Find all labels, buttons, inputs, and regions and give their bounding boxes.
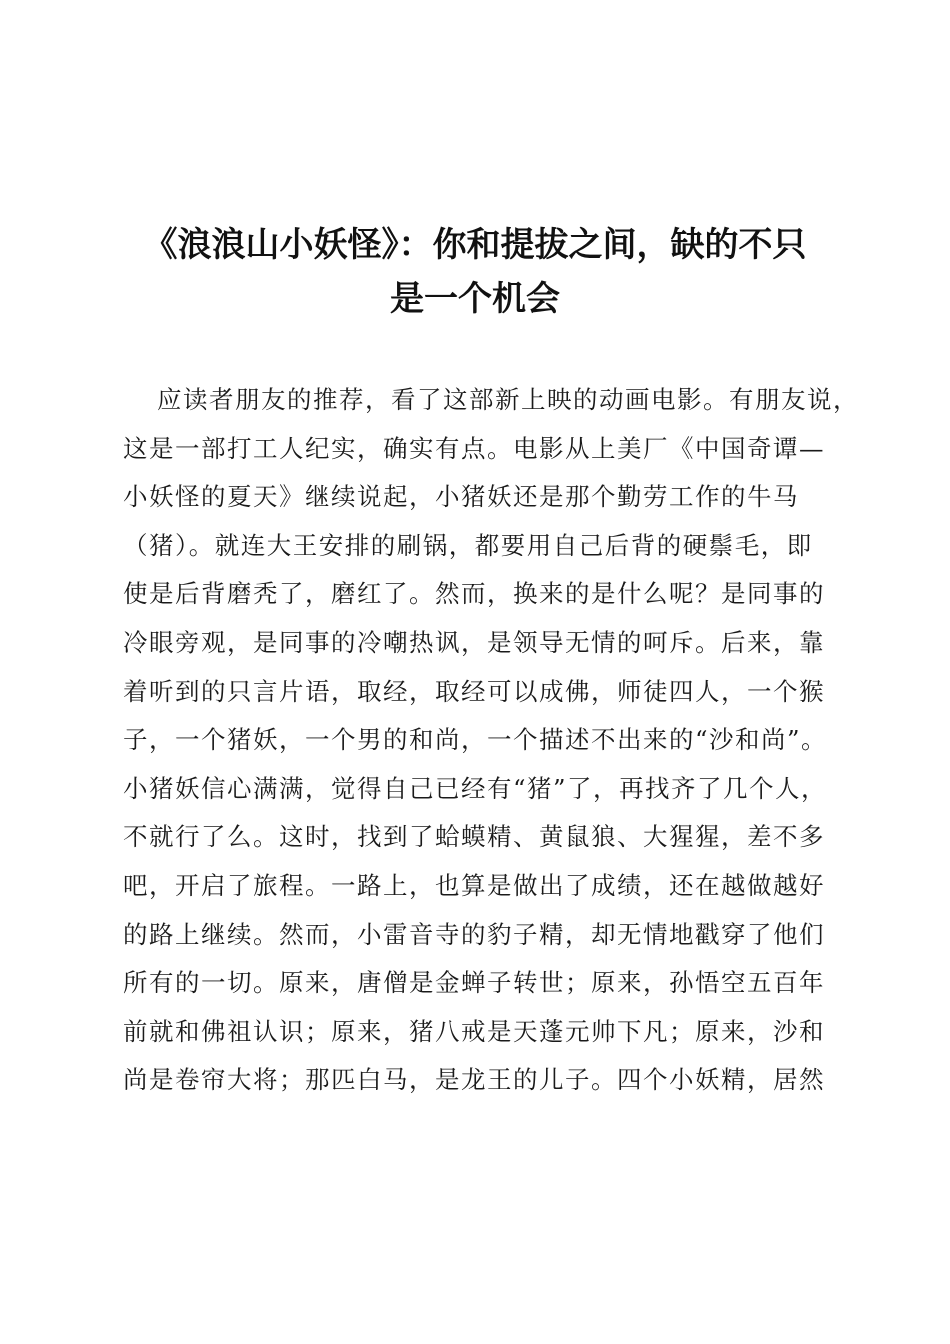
paragraph-line: 应读者朋友的推荐，看了这部新上映的动画电影。有朋友说， — [157, 385, 859, 414]
title-line: 《浪浪山小妖怪》：你和提拔之间，缺的不只 — [143, 225, 807, 265]
paragraph-line: 的路上继续。然而，小雷音寺的豹子精，却无情地戳穿了他们 — [123, 919, 825, 949]
paragraph-line: 小猪妖信心满满，觉得自己已经有“猪”了，再找齐了几个人， — [123, 773, 828, 803]
paragraph-line: （猪）。就连大王安排的刷锅，都要用自己后背的硬鬃毛，即 — [123, 530, 813, 560]
paragraph-line: 所有的一切。原来，唐僧是金蝉子转世；原来，孙悟空五百年 — [123, 968, 825, 998]
paragraph-line: 冷眼旁观，是同事的冷嘲热讽，是领导无情的呵斥。后来，靠 — [123, 627, 825, 657]
body-paragraph — [123, 376, 859, 1105]
paragraph-line: 不就行了么。这时，找到了蛤蟆精、黄鼠狼、大猩猩，差不多 — [123, 822, 825, 852]
paragraph-line: 前就和佛祖认识；原来，猪八戒是天蓬元帅下凡；原来，沙和 — [123, 1016, 825, 1046]
paragraph-line: 子，一个猪妖，一个男的和尚，一个描述不出来的“沙和尚”。 — [123, 725, 828, 755]
paragraph-line: 着听到的只言片语，取经，取经可以成佛，师徒四人，一个猴 — [123, 676, 825, 706]
title-line: 是一个机会 — [390, 279, 560, 319]
paragraph-line: 小妖怪的夏天》继续说起，小猪妖还是那个勤劳工作的牛马 — [123, 482, 799, 512]
paragraph-line: 尚是卷帘大将；那匹白马，是龙王的儿子。四个小妖精，居然 — [123, 1065, 825, 1095]
paragraph-line: 吧，开启了旅程。一路上，也算是做出了成绩，还在越做越好 — [123, 870, 825, 900]
document-title — [110, 218, 840, 326]
paragraph-line: 使是后背磨秃了，磨红了。然而，换来的是什么呢？是同事的 — [123, 579, 825, 609]
paragraph-line: 这是一部打工人纪实，确实有点。电影从上美厂《中国奇谭— — [123, 433, 825, 463]
